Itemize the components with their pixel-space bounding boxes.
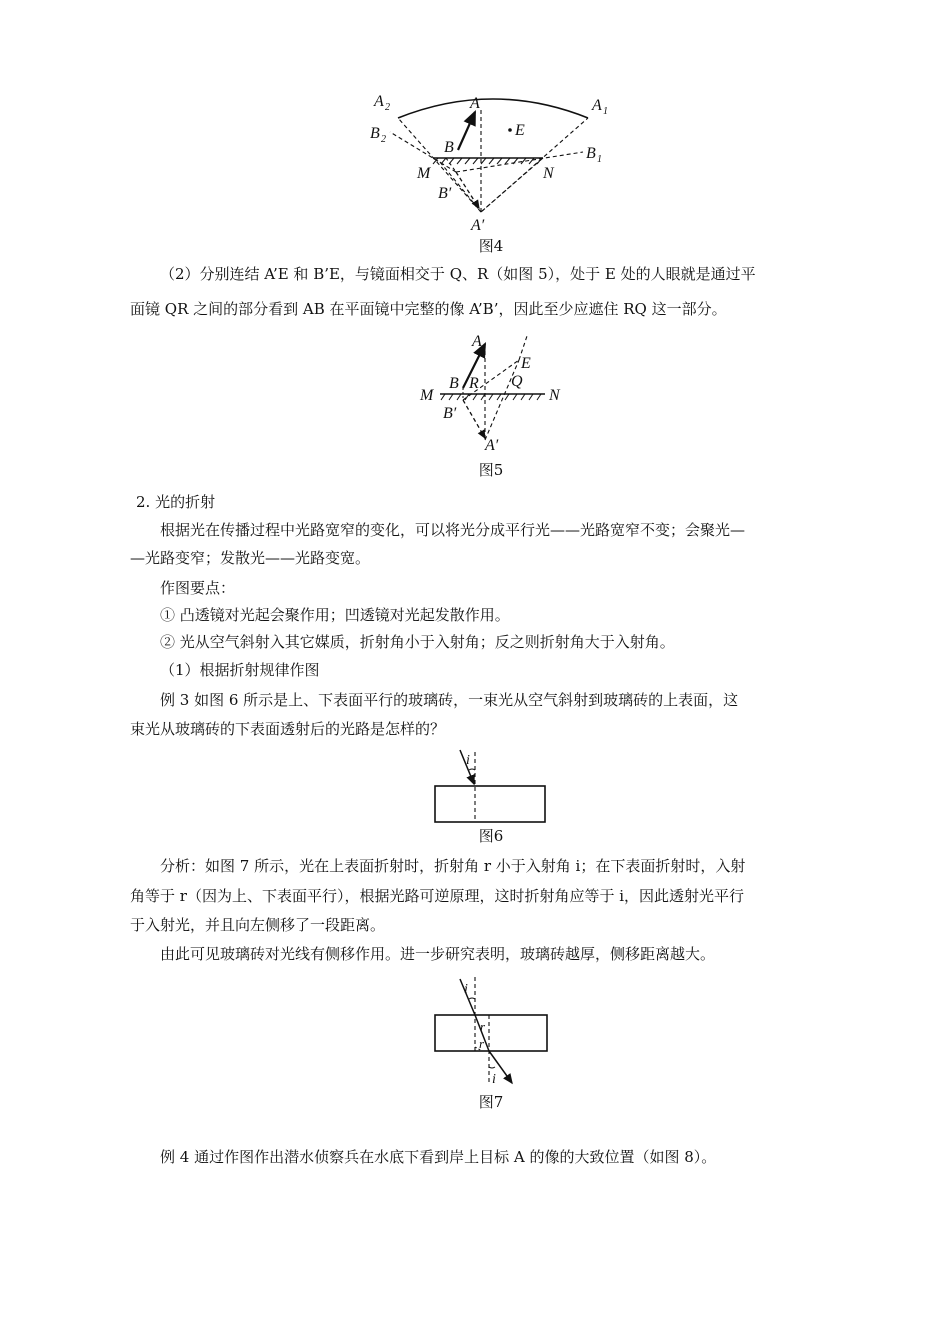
- label-e: E: [515, 122, 525, 139]
- figure-4-svg: [368, 90, 618, 235]
- label-b1-sub: 1: [597, 154, 602, 165]
- label-b-prime: B′: [438, 185, 452, 202]
- example-3-line2: 束光从玻璃砖的下表面透射后的光路是怎样的？: [130, 720, 446, 738]
- label-b: B: [444, 139, 454, 156]
- figure-5-caption: 图5: [478, 461, 504, 479]
- label-b2: B: [370, 125, 380, 142]
- figure-7-diagram: [430, 975, 555, 1090]
- figure-6-diagram: [430, 748, 555, 826]
- section-heading-refraction: 2. 光的折射: [136, 493, 216, 511]
- label-i: i: [466, 753, 470, 768]
- view-arc: [398, 99, 588, 118]
- figure-5-diagram: [415, 330, 575, 455]
- label-a2-sub: 2: [385, 102, 390, 113]
- example-3-line1: 例 3 如图 6 所示是上、下表面平行的玻璃砖，一束光从空气斜射到玻璃砖的上表面，这: [160, 691, 739, 709]
- label-n: N: [543, 165, 554, 182]
- figure-7-caption: 图7: [478, 1093, 504, 1111]
- label-m: M: [417, 165, 431, 182]
- key-point-1: ① 凸透镜对光起会聚作用；凹透镜对光起发散作用。: [160, 606, 510, 624]
- label-i-bottom: i: [492, 1072, 496, 1087]
- label-r-top: r: [480, 1019, 486, 1034]
- label-r: R: [469, 375, 479, 392]
- paragraph-light-line1: 根据光在传播过程中光路宽窄的变化，可以将光分成平行光——光路宽窄不变；会聚光—: [160, 521, 746, 539]
- figure-4-caption: 图4: [478, 237, 504, 255]
- figure-4-diagram: [368, 90, 618, 235]
- figure-6-caption: 图6: [478, 827, 504, 845]
- label-b2-sub: 2: [381, 134, 386, 145]
- label-a2: A: [374, 93, 384, 110]
- figure-7-svg: [430, 975, 555, 1090]
- label-e: E: [521, 355, 531, 372]
- analysis-line2: 角等于 r（因为上、下表面平行），根据光路可逆原理，这时折射角应等于 i，因此透射光平行: [130, 887, 745, 905]
- label-r-bottom: r: [479, 1036, 485, 1051]
- label-b1: B: [586, 145, 596, 162]
- label-q: Q: [511, 373, 523, 390]
- object-ab: [458, 112, 475, 150]
- example-4: 例 4 通过作图作出潜水侦察兵在水底下看到岸上目标 A 的像的大致位置（如图 8）。: [160, 1148, 717, 1166]
- subheading-refraction-law: （1）根据折射规律作图: [160, 661, 320, 679]
- label-b: B: [449, 375, 459, 392]
- label-a1-sub: 1: [603, 106, 608, 117]
- conclusion: 由此可见玻璃砖对光线有侧移作用。进一步研究表明，玻璃砖越厚，侧移距离越大。: [160, 945, 716, 963]
- label-n: N: [549, 387, 560, 404]
- label-m: M: [420, 387, 434, 404]
- label-a: A: [472, 333, 482, 350]
- glass-slab: [435, 1015, 547, 1051]
- glass-slab: [435, 786, 545, 822]
- label-a: A: [470, 95, 480, 112]
- figure-5-svg: [415, 330, 575, 455]
- key-points-label: 作图要点：: [160, 579, 236, 597]
- label-i-top: i: [464, 982, 468, 997]
- label-a1: A: [592, 97, 602, 114]
- key-point-2: ② 光从空气斜射入其它媒质，折射角小于入射角；反之则折射角大于入射角。: [160, 633, 675, 651]
- analysis-line3: 于入射光，并且向左侧移了一段距离。: [130, 916, 386, 934]
- label-a-prime: A′: [471, 217, 485, 234]
- figure-6-svg: [430, 748, 555, 826]
- label-b-prime: B′: [443, 405, 457, 422]
- paragraph-fig5-line2: 面镜 QR 之间的部分看到 AB 在平面镜中完整的像 A’B’，因此至少应遮住 RQ 这一部分。: [130, 300, 727, 318]
- analysis-line1: 分析：如图 7 所示，光在上表面折射时，折射角 r 小于入射角 i；在下表面折射时，入射: [160, 857, 746, 875]
- paragraph-fig5-line1: （2）分别连结 A’E 和 B’E，与镜面相交于 Q、R（如图 5），处于 E 处的人眼就是通过平: [160, 265, 756, 283]
- paragraph-light-line2: —光路变窄；发散光——光路变宽。: [130, 549, 371, 567]
- label-a-prime: A′: [485, 437, 499, 454]
